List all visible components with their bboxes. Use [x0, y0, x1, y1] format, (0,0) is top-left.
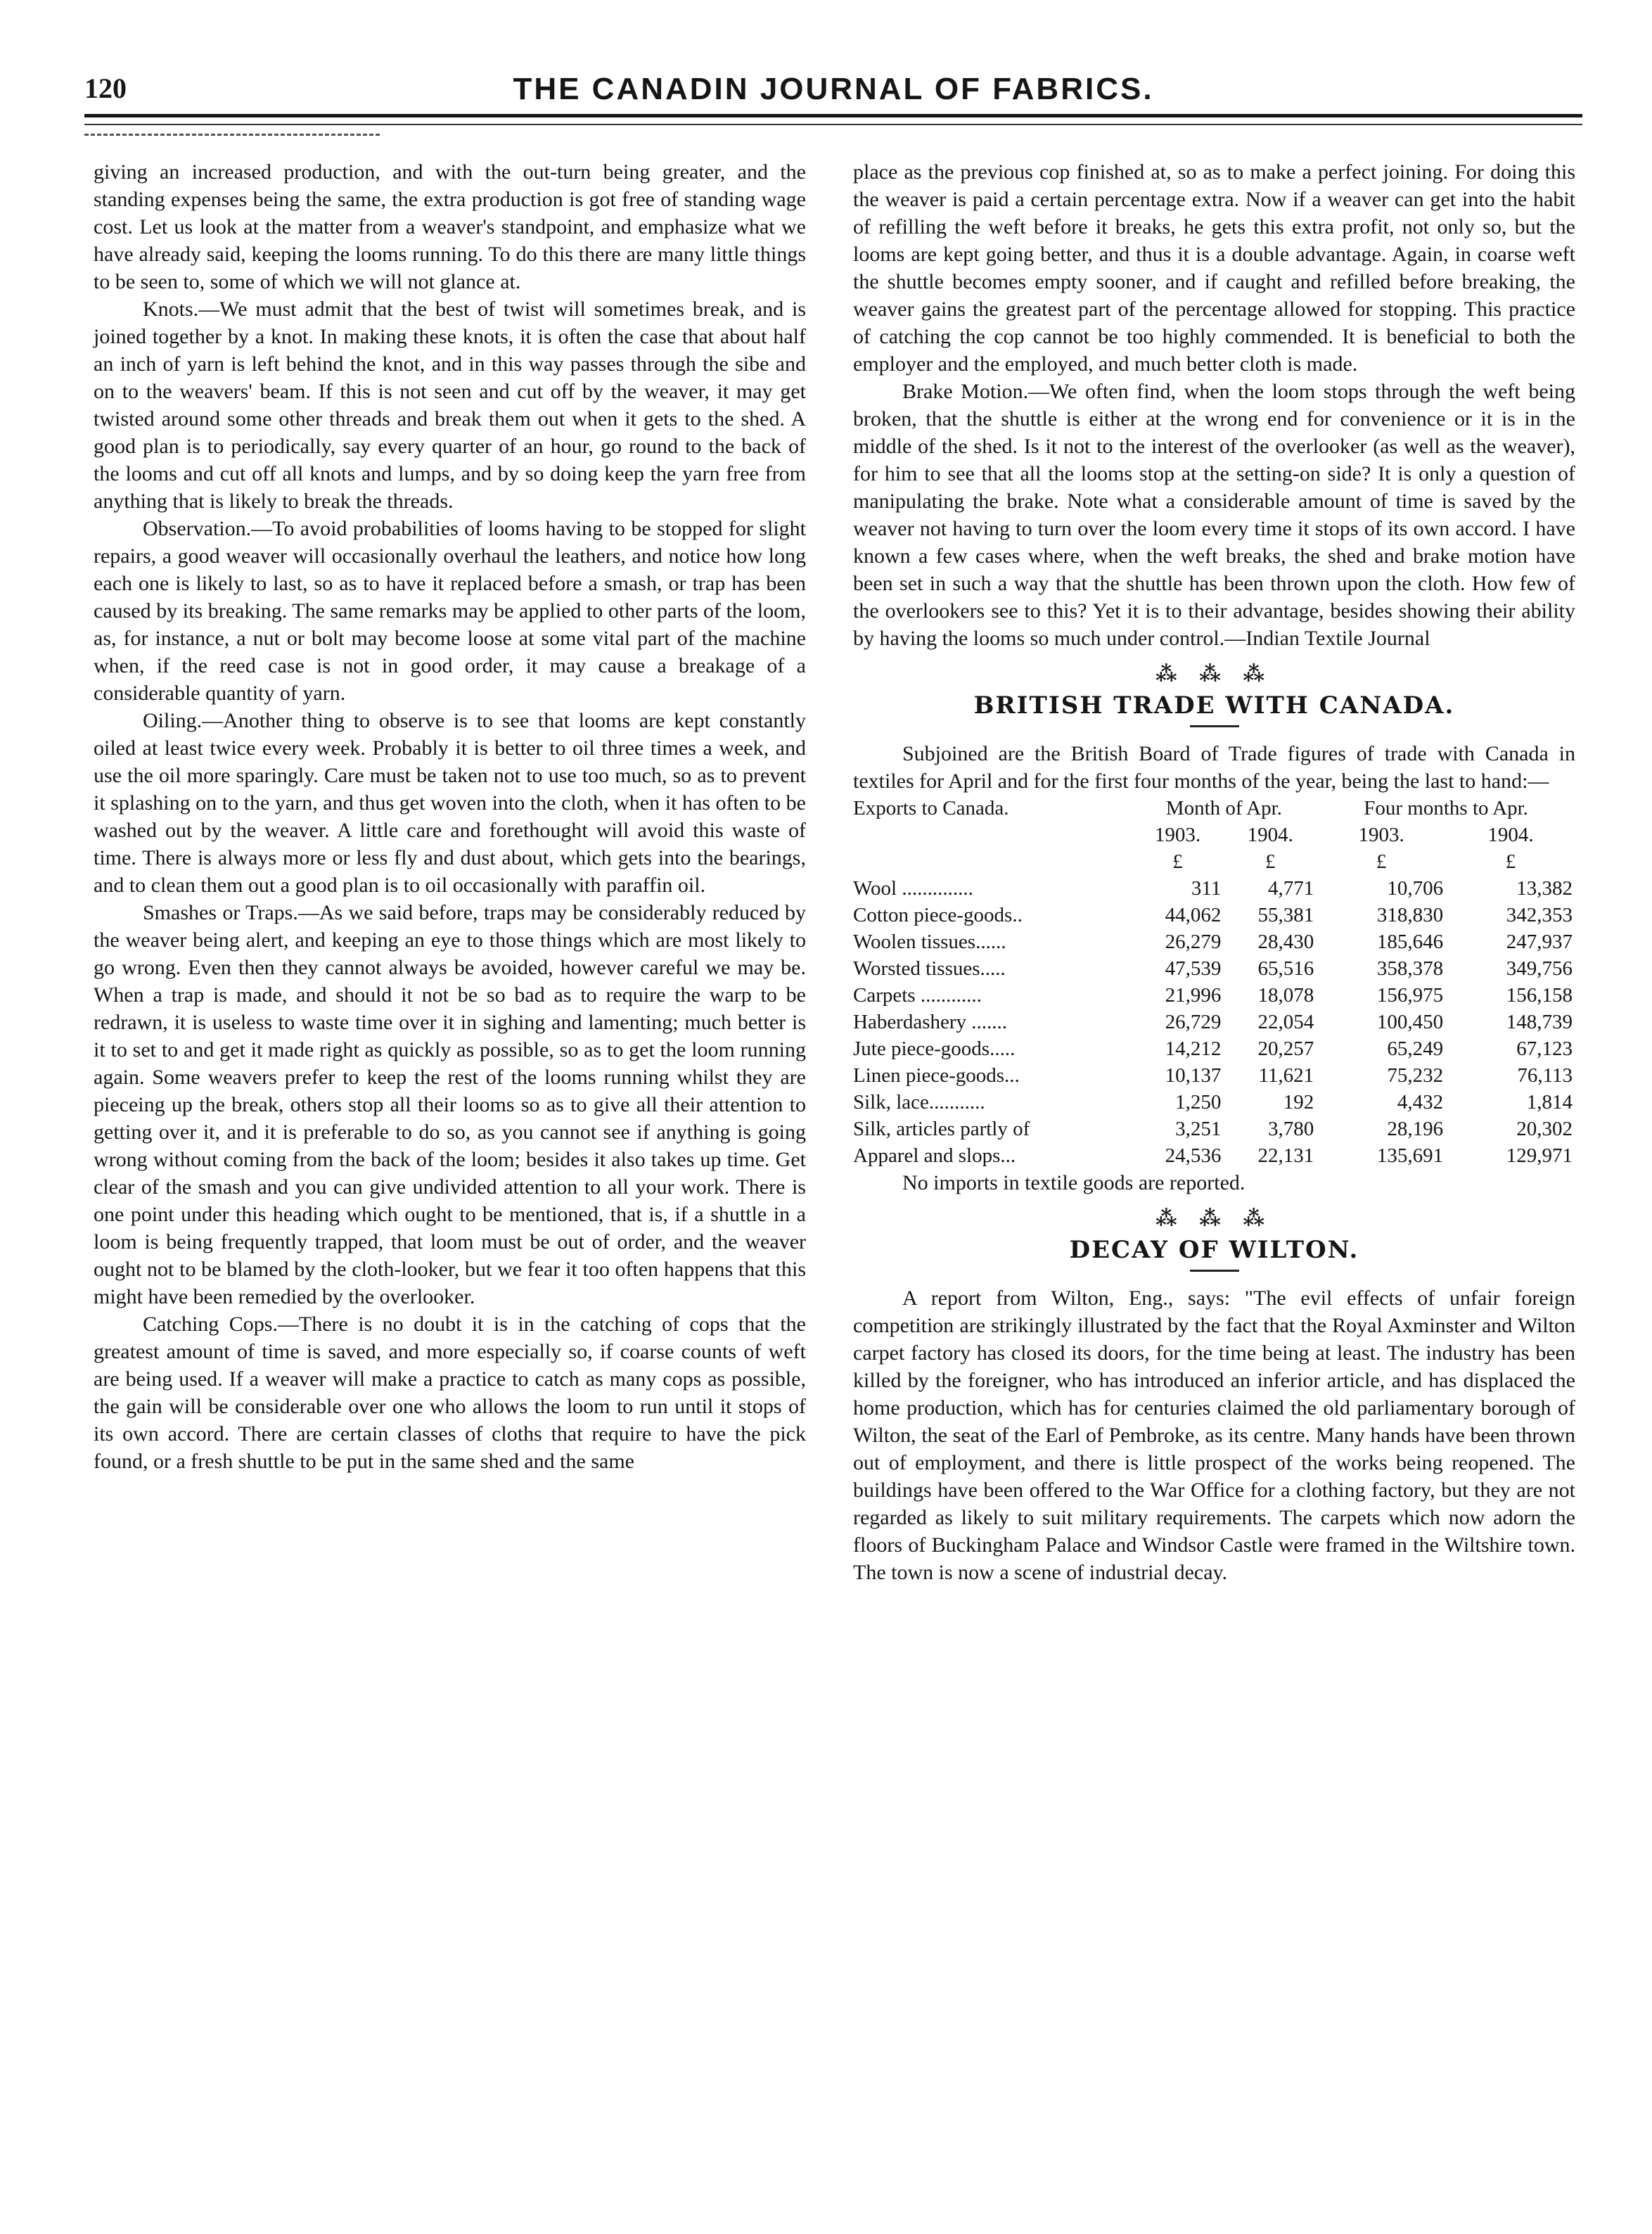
table-cell-value: 76,113 — [1517, 1064, 1573, 1087]
table-cell-value: 24,536 — [1165, 1144, 1222, 1167]
table-cell-value: 156,158 — [1506, 984, 1573, 1007]
table-cell-value: 1,814 — [1526, 1091, 1573, 1113]
table-cell-value: 100,450 — [1376, 1011, 1444, 1033]
table-currency-row — [853, 848, 1575, 875]
table-cell-value: 3,780 — [1267, 1118, 1314, 1140]
table-cell-value: 129,971 — [1506, 1144, 1573, 1167]
table-group-april: Month of Apr. — [1165, 797, 1282, 819]
table-cell-value: 22,131 — [1257, 1144, 1314, 1167]
table-row — [853, 1009, 1575, 1035]
table-cell-item: Worsted tissues..... — [853, 957, 1006, 980]
section-heading-british-trade: BRITISH TRADE WITH CANADA. — [973, 691, 1455, 720]
table-cell-value: 26,279 — [1165, 931, 1222, 953]
table-cell-value: 349,756 — [1506, 957, 1573, 980]
table-currency: £ — [1172, 850, 1183, 873]
table-row — [853, 1116, 1575, 1142]
table-cell-value: 135,691 — [1376, 1144, 1444, 1167]
table-cell-value: 22,054 — [1257, 1011, 1314, 1033]
table-footnote: No imports in textile goods are reported. — [902, 1171, 1246, 1194]
table-row — [853, 875, 1575, 902]
paragraph-smashes-or-traps: Smashes or Traps.—As we said before, traps may be considerably reduced by the weaver being alert, and keeping an eye to those things which are most likely to go wrong. Even then they cannot always be avoided, however careful we may be. When a trap is made, and should it not be so bad as to require the warp to be redrawn, it is useless to waste time over it in sighing and lamenting; much better is it to set to and get it made right as quickly as possible, so as to get the loom running again. Some weavers prefer to keep the rest of the looms running whilst they are pieceing up the break, others stop all their looms so as to give all their attention to getting over it, and it is preferable to do so, as you cannot see if anything is going wrong without coming from the back of the loom; besides it also takes up time. Get clear of the smash and you can give undivided attention to all your work. There is one point under this heading which ought to be mentioned, that is, if a shuttle in a loom is being frequently trapped, that loom must be out of order, and the weaver ought not to be blamed by the cloth-looker, but we fear it too often happens that this might have been remedied by the overlooker. — [94, 901, 806, 1308]
table-cell-value: 342,353 — [1506, 904, 1573, 926]
right-column — [853, 158, 1575, 1586]
table-cell-value: 148,739 — [1506, 1011, 1573, 1033]
table-cell-value: 10,137 — [1165, 1064, 1222, 1087]
table-cell-value: 318,830 — [1376, 904, 1444, 926]
table-cell-value: 13,382 — [1516, 877, 1573, 900]
table-cell-value: 14,212 — [1165, 1038, 1222, 1060]
table-cell-value: 44,062 — [1165, 904, 1222, 926]
table-group-four-months: Four months to Apr. — [1364, 797, 1528, 819]
header-rule-dashed — [84, 134, 380, 136]
table-row — [853, 902, 1575, 928]
table-currency: £ — [1376, 850, 1387, 873]
table-cell-value: 11,621 — [1258, 1064, 1314, 1087]
table-cell-value: 185,646 — [1376, 931, 1444, 953]
journal-title: THE CANADIN JOURNAL OF FABRICS. — [513, 72, 1154, 106]
table-cell-item: Silk, lace........... — [853, 1091, 985, 1113]
paragraph-wilton-report: A report from Wilton, Eng., says: "The evil effects of unfair foreign competition are strikingly illustrated by the fact that the Royal Axminster and Wilton carpet factory has closed its doors, for the time being at least. The industry has been killed by the foreigner, who has introduced an inferior article, and has displaced the home production, which has for centuries claimed the old parliamentary borough of Wilton, the seat of the Earl of Pembroke, as its centre. Many hands have been thrown out of employment, and there is little prospect of the works being reopened. The buildings have been offered to the War Office for a clothing factory, but they are not regarded as likely to suit military requirements. The carpets which now adorn the floors of Buckingham Palace and Windsor Castle were framed in the Wiltshire town. The town is now a scene of industrial decay. — [853, 1287, 1575, 1584]
table-head-label: Exports to Canada. — [853, 797, 1009, 819]
table-cell-item: Linen piece-goods... — [853, 1064, 1020, 1087]
page-header — [84, 72, 1582, 114]
table-row — [853, 1035, 1575, 1062]
left-column — [94, 158, 806, 1475]
table-cell-value: 26,729 — [1165, 1011, 1222, 1033]
paragraph-brake-motion: Brake Motion.—We often find, when the loom stops through the weft being broken, that the shuttle is either at the wrong end for convenience or it is in the middle of the shed. Is it not to the interest of the overlooker (as well as the weaver), for him to see that all the looms stop at the setting-on side? It is only a question of manipulating the brake. Note what a considerable amount of time is saved by the weaver not having to turn over the loom every time it stops of its own accord. I have known a few cases where, when the weft breaks, the shed and brake motion have been set in such a way that the shuttle has been thrown upon the cloth. How few of the overlookers see to this? Yet it is to their advantage, besides showing their ability by having the looms so much under control.—Indian Textile Journal — [853, 380, 1575, 650]
table-row — [853, 1089, 1575, 1116]
table-cell-item: Apparel and slops... — [853, 1144, 1016, 1167]
table-row — [853, 955, 1575, 982]
table-cell-value: 156,975 — [1376, 984, 1444, 1007]
table-header-row — [853, 795, 1575, 822]
table-currency: £ — [1505, 850, 1516, 873]
table-cell-item: Woolen tissues...... — [853, 931, 1006, 953]
table-cell-value: 55,381 — [1257, 904, 1314, 926]
table-row — [853, 1142, 1575, 1169]
paragraph-continuation-right: place as the previous cop finished at, so as to make a perfect joining. For doing this the weaver is paid a certain percentage extra. Now if a weaver can get into the habit of refilling the weft before it breaks, he gets this extra profit, not only so, but the looms are kept going better, and thus it is a double advantage. Again, in coarse weft the shuttle becomes empty sooner, and if caught and refilled before breaking, the weaver gains the greatest part of the percentage allowed for stopping. This practice of catching the cop cannot be too highly commended. It is beneficial to both the employer and the employed, and much better cloth is made. — [853, 160, 1575, 376]
table-cell-value: 47,539 — [1165, 957, 1222, 980]
table-row — [853, 1062, 1575, 1089]
table-cell-item: Jute piece-goods..... — [853, 1038, 1016, 1060]
table-cell-value: 67,123 — [1516, 1038, 1573, 1060]
paragraph-catching-cops: Catching Cops.—There is no doubt it is in the catching of cops that the greatest amount of time is saved, and more especially so, if coarse counts of weft are being used. If a weaver will make a practice to catch as many cops as possible, the gain will be considerable over one who allows the loom to run until it stops of its own accord. There are certain classes of cloths that require to have the pick found, or a fresh shuttle to be put in the same shed and the same — [94, 1313, 806, 1473]
table-year: 1903. — [1154, 824, 1201, 846]
page-number: 120 — [84, 72, 127, 104]
table-year: 1903. — [1358, 824, 1404, 846]
table-cell-value: 21,996 — [1165, 984, 1222, 1007]
table-row — [853, 982, 1575, 1009]
table-cell-item: Carpets ............ — [853, 984, 982, 1007]
table-cell-value: 247,937 — [1506, 931, 1573, 953]
table-cell-value: 4,432 — [1397, 1091, 1444, 1113]
section-rule — [1190, 725, 1239, 727]
table-cell-item: Wool .............. — [853, 877, 973, 900]
table-cell-value: 3,251 — [1175, 1118, 1222, 1140]
table-cell-item: Haberdashery ....... — [853, 1011, 1008, 1033]
table-cell-value: 28,196 — [1387, 1118, 1444, 1140]
asterism-divider: ⁂ ⁂ ⁂ — [1155, 663, 1274, 686]
trade-table — [853, 795, 1575, 1169]
table-cell-value: 4,771 — [1267, 877, 1314, 900]
table-cell-value: 65,249 — [1387, 1038, 1444, 1060]
table-year: 1904. — [1247, 824, 1293, 846]
table-cell-value: 28,430 — [1257, 931, 1314, 953]
table-cell-value: 18,078 — [1257, 984, 1314, 1007]
table-cell-value: 20,302 — [1516, 1118, 1573, 1140]
table-cell-value: 358,378 — [1376, 957, 1444, 980]
table-row — [853, 928, 1575, 955]
asterism-divider: ⁂ ⁂ ⁂ — [1155, 1207, 1274, 1230]
table-cell-value: 192 — [1283, 1091, 1314, 1113]
paragraph-knots: Knots.—We must admit that the best of twist will sometimes break, and is joined together by a knot. In making these knots, it is often the case that about half an inch of yarn is left behind the knot, and in this way passes through the sibe and on to the weavers' beam. If this is not seen and cut off by the weaver, it may get twisted around some other threads and break them out when it gets to the shed. A good plan is to periodically, say every quarter of an hour, go round to the back of the looms and cut off all knots and lumps, and by so doing keep the yarn free from anything that is likely to break the threads. — [94, 298, 806, 513]
paragraph-trade-intro: Subjoined are the British Board of Trade figures of trade with Canada in textiles for April and for the first four months of the year, being the last to hand:— — [853, 742, 1575, 793]
table-cell-item: Silk, articles partly of — [853, 1118, 1030, 1140]
table-cell-value: 65,516 — [1257, 957, 1314, 980]
paragraph-continuation: giving an increased production, and with the out-turn being greater, and the standing expenses being the same, the extra production is got free of standing wage cost. Let us look at the matter from a weaver's standpoint, and emphasize what we have already said, keeping the looms running. To do this there are many little things to be seen to, some of which we will not glance at. — [94, 160, 806, 293]
table-cell-value: 10,706 — [1387, 877, 1444, 900]
header-rule-thick — [84, 114, 1582, 117]
header-rule-thin — [84, 124, 1582, 125]
table-currency: £ — [1265, 850, 1276, 873]
paragraph-observation: Observation.—To avoid probabilities of looms having to be stopped for slight repairs, a good weaver will occasionally overhaul the leathers, and notice how long each one is likely to last, so as to have it replaced before a smash, or trap has been caused by its breaking. The same remarks may be applied to other parts of the loom, as, for instance, a nut or bolt may become loose at some vital part of the machine when, if the reed case is not in good order, it may cause a breakage of a considerable quantity of yarn. — [94, 517, 806, 705]
table-cell-value: 20,257 — [1257, 1038, 1314, 1060]
table-year: 1904. — [1487, 824, 1534, 846]
table-cell-value: 1,250 — [1175, 1091, 1222, 1113]
paragraph-oiling: Oiling.—Another thing to observe is to see that looms are kept constantly oiled at least twice every week. Probably it is better to oil three times a week, and use the oil more sparingly. Care must be taken not to use too much, so as to prevent it splashing on to the yarn, and thus get woven into the cloth, when it has often to be washed out by the weaver. A little care and forethought will avoid this waste of time. There is always more or less fly and dust about, which gets into the bearings, and to clean them out a good plan is to oil occasionally with paraffin oil. — [94, 709, 806, 897]
table-cell-value: 311 — [1191, 877, 1222, 900]
table-years-row — [853, 822, 1575, 848]
section-rule — [1190, 1270, 1239, 1272]
table-cell-item: Cotton piece-goods.. — [853, 904, 1023, 926]
section-heading-decay-of-wilton: DECAY OF WILTON. — [1069, 1236, 1359, 1264]
table-cell-value: 75,232 — [1387, 1064, 1444, 1087]
